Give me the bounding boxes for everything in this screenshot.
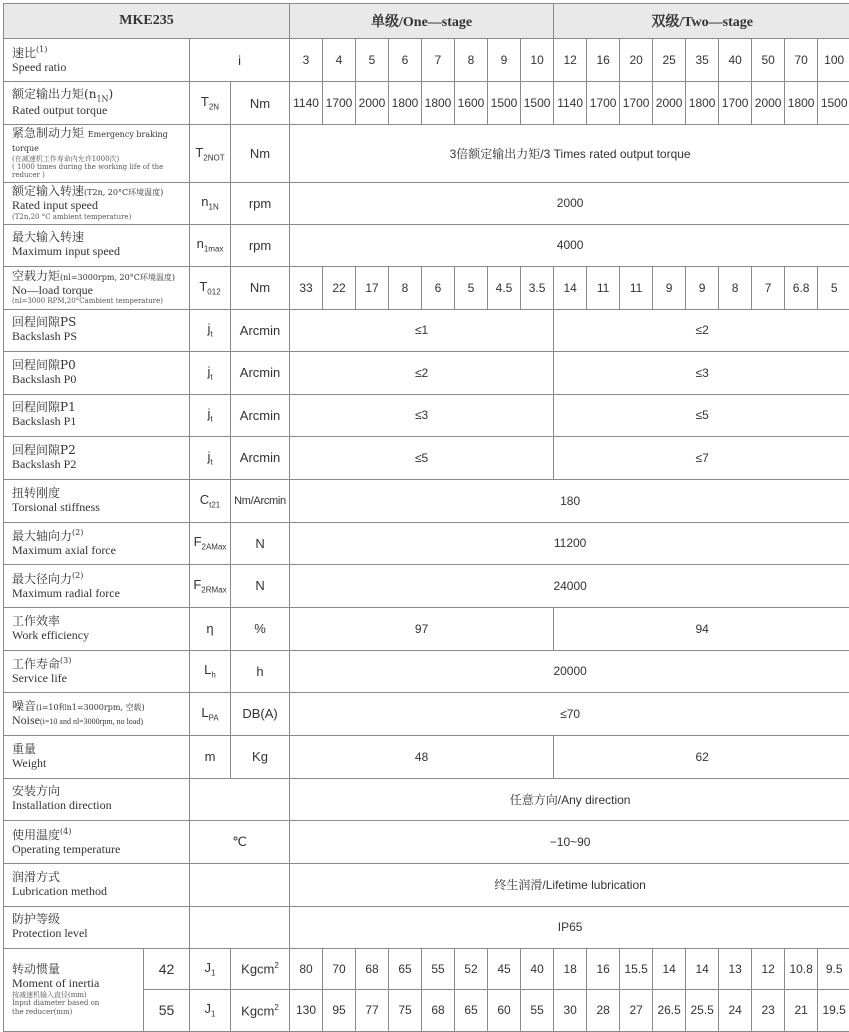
weight-one-stage: 48 (290, 735, 554, 778)
ratio-value: 9 (488, 39, 521, 82)
inertia-value: 19.5 (818, 989, 849, 1031)
param-label: 防护等级 Protection level (4, 906, 190, 948)
torque-value: 1800 (686, 82, 719, 125)
torque-value: 1500 (488, 82, 521, 125)
noload-value: 5 (455, 266, 488, 309)
inertia-value: 14 (686, 948, 719, 989)
inertia-value: 10.8 (785, 948, 818, 989)
inertia-value: 23 (752, 989, 785, 1031)
unit: Arcmin (231, 351, 290, 394)
unit: N (231, 522, 290, 564)
symbol: $j_t$ (190, 394, 231, 436)
row-rated-torque (4, 82, 849, 125)
noload-value: 33 (290, 266, 323, 309)
backslash-one-stage: ≤2 (290, 351, 554, 394)
torque-value: 1700 (587, 82, 620, 125)
unit: Nm/Arcmin (231, 479, 290, 522)
param-label: 回程间隙P2 Backslash P2 (4, 436, 190, 479)
inertia-value: 40 (521, 948, 554, 989)
inertia-value: 45 (488, 948, 521, 989)
symbol: $L_h$ (190, 650, 231, 692)
inertia-value: 12 (752, 948, 785, 989)
inertia-value: 130 (290, 989, 323, 1031)
symbol: m (190, 735, 231, 778)
efficiency-two-stage: 94 (554, 607, 849, 650)
param-label: 最大径向力$^{(2)}$ Maximum radial force (4, 564, 190, 607)
inertia-value: 27 (620, 989, 653, 1031)
row-weight (4, 735, 849, 778)
row-rated-input-speed (4, 182, 849, 224)
symbol: $j_t$ (190, 436, 231, 479)
param-label: 工作效率 Work efficiency (4, 607, 190, 650)
symbol: i (190, 39, 290, 82)
row-speed-ratio (4, 39, 849, 82)
symbol: $n_{1max}$ (190, 224, 231, 266)
unit: Nm (231, 82, 290, 125)
symbol: $j_t$ (190, 351, 231, 394)
ratio-value: 12 (554, 39, 587, 82)
symbol: $J_1$ (190, 948, 231, 989)
torque-value: 1140 (290, 82, 323, 125)
inertia-value: 55 (422, 948, 455, 989)
unit: Nm (231, 125, 290, 183)
backslash-one-stage: ≤5 (290, 436, 554, 479)
noload-value: 9 (653, 266, 686, 309)
torque-value: 2000 (653, 82, 686, 125)
inertia-value: 95 (323, 989, 356, 1031)
torque-value: 1800 (422, 82, 455, 125)
unit: Kg (231, 735, 290, 778)
param-label: 空载力矩(nl=3000rpm, 20°C环境温度) No—load torque (nl=3000 RPM,20°Cambient temperature) (4, 266, 190, 309)
row-lubrication (4, 863, 849, 906)
noload-value: 17 (356, 266, 389, 309)
header-row (4, 4, 849, 39)
backslash-two-stage: ≤2 (554, 309, 849, 351)
unit: DB(A) (231, 692, 290, 735)
backslash-two-stage: ≤7 (554, 436, 849, 479)
symbol: $T_{2NOT}$ (190, 125, 231, 183)
symbol: $F_{2RMax}$ (190, 564, 231, 607)
inertia-value: 9.5 (818, 948, 849, 989)
inertia-value: 13 (719, 948, 752, 989)
ratio-value: 100 (818, 39, 849, 82)
torque-value: 1600 (455, 82, 488, 125)
weight-two-stage: 62 (554, 735, 849, 778)
inertia-value: 24 (719, 989, 752, 1031)
efficiency-one-stage: 97 (290, 607, 554, 650)
noload-value: 8 (389, 266, 422, 309)
param-label: 重量 Weight (4, 735, 190, 778)
input-diameter: 55 (144, 989, 190, 1031)
inertia-value: 65 (389, 948, 422, 989)
row-backslash-ps (4, 309, 849, 351)
inertia-value: 52 (455, 948, 488, 989)
noload-value: 5 (818, 266, 849, 309)
ratio-value: 40 (719, 39, 752, 82)
inertia-value: 28 (587, 989, 620, 1031)
inertia-value: 77 (356, 989, 389, 1031)
inertia-value: 30 (554, 989, 587, 1031)
ratio-value: 8 (455, 39, 488, 82)
unit: rpm (231, 224, 290, 266)
empty-cell (190, 778, 290, 820)
noload-value: 11 (587, 266, 620, 309)
torque-value: 1700 (719, 82, 752, 125)
protection-value: IP65 (290, 906, 849, 948)
emergency-value: 3倍额定输出力矩/3 Times rated output torque (290, 125, 849, 183)
ratio-value: 10 (521, 39, 554, 82)
inertia-value: 75 (389, 989, 422, 1031)
row-protection-level (4, 906, 849, 948)
param-label: 回程间隙P0 Backslash P0 (4, 351, 190, 394)
ratio-value: 7 (422, 39, 455, 82)
unit: N (231, 564, 290, 607)
param-label: 噪音(i=10和n1=3000rpm, 空载) Noise(i=10 and nl=3000rpm, no load) (4, 692, 190, 735)
ratio-value: 70 (785, 39, 818, 82)
param-label: 转动惯量 Moment of inertia 按减速机输入直径(mm) Input diameter based on the reducer(mm) (4, 948, 144, 1031)
spec-table (3, 3, 849, 1032)
symbol: $C_{t21}$ (190, 479, 231, 522)
row-service-life (4, 650, 849, 692)
install-value: 任意方向/Any direction (290, 778, 849, 820)
noload-value: 6.8 (785, 266, 818, 309)
model-name: MKE235 (4, 4, 290, 39)
noload-value: 14 (554, 266, 587, 309)
inertia-value: 14 (653, 948, 686, 989)
ratio-value: 35 (686, 39, 719, 82)
row-torsional-stiffness (4, 479, 849, 522)
ratio-value: 20 (620, 39, 653, 82)
param-label: 工作寿命$^{(3)}$ Service life (4, 650, 190, 692)
inertia-value: 68 (356, 948, 389, 989)
empty-cell (190, 906, 290, 948)
row-backslash-p2 (4, 436, 849, 479)
unit: Kgcm$^2$ (231, 989, 290, 1031)
unit: Arcmin (231, 436, 290, 479)
param-label: 润滑方式 Lubrication method (4, 863, 190, 906)
empty-cell (190, 863, 290, 906)
stiffness-value: 180 (290, 479, 849, 522)
temperature-value: −10~90 (290, 820, 849, 863)
row-backslash-p0 (4, 351, 849, 394)
ratio-value: 16 (587, 39, 620, 82)
row-max-axial-force (4, 522, 849, 564)
backslash-two-stage: ≤3 (554, 351, 849, 394)
inertia-value: 18 (554, 948, 587, 989)
torque-value: 2000 (356, 82, 389, 125)
inertia-value: 68 (422, 989, 455, 1031)
max-speed-value: 4000 (290, 224, 849, 266)
unit: Kgcm$^2$ (231, 948, 290, 989)
symbol: $J_1$ (190, 989, 231, 1031)
inertia-value: 60 (488, 989, 521, 1031)
inertia-value: 70 (323, 948, 356, 989)
noload-value: 7 (752, 266, 785, 309)
row-installation-direction (4, 778, 849, 820)
row-noise (4, 692, 849, 735)
row-emergency-torque (4, 125, 849, 183)
unit: h (231, 650, 290, 692)
inertia-value: 80 (290, 948, 323, 989)
torque-value: 1500 (521, 82, 554, 125)
unit: Arcmin (231, 309, 290, 351)
unit: % (231, 607, 290, 650)
symbol: $n_{1N}$ (190, 182, 231, 224)
torque-value: 1140 (554, 82, 587, 125)
lubrication-value: 终生润滑/Lifetime lubrication (290, 863, 849, 906)
backslash-one-stage: ≤1 (290, 309, 554, 351)
symbol: $T_{012}$ (190, 266, 231, 309)
torque-value: 1700 (323, 82, 356, 125)
inertia-value: 21 (785, 989, 818, 1031)
ratio-value: 25 (653, 39, 686, 82)
param-label: 额定输入转速(T2n, 20°C环境温度) Rated input speed (T2n,20 °C ambient temperature) (4, 182, 190, 224)
inertia-value: 26.5 (653, 989, 686, 1031)
param-label: 额定输出力矩$(n_{1N})$ Rated output torque (4, 82, 190, 125)
two-stage-header: 双级/Two—stage (554, 4, 849, 39)
noload-value: 11 (620, 266, 653, 309)
radial-force-value: 24000 (290, 564, 849, 607)
symbol: $T_{2N}$ (190, 82, 231, 125)
noload-value: 4.5 (488, 266, 521, 309)
param-label: 最大轴向力$^{(2)}$ Maximum axial force (4, 522, 190, 564)
row-max-radial-force (4, 564, 849, 607)
symbol: $F_{2AMax}$ (190, 522, 231, 564)
torque-value: 1800 (785, 82, 818, 125)
unit: Arcmin (231, 394, 290, 436)
param-label: 回程间隙P1 Backslash P1 (4, 394, 190, 436)
ratio-value: 4 (323, 39, 356, 82)
row-inertia-42 (4, 948, 849, 989)
param-label: 扭转刚度 Torsional stiffness (4, 479, 190, 522)
service-life-value: 20000 (290, 650, 849, 692)
one-stage-header: 单级/One—stage (290, 4, 554, 39)
backslash-one-stage: ≤3 (290, 394, 554, 436)
symbol: η (190, 607, 231, 650)
ratio-value: 50 (752, 39, 785, 82)
inertia-value: 65 (455, 989, 488, 1031)
torque-value: 2000 (752, 82, 785, 125)
row-max-input-speed (4, 224, 849, 266)
unit: Nm (231, 266, 290, 309)
torque-value: 1500 (818, 82, 849, 125)
noload-value: 22 (323, 266, 356, 309)
symbol: $L_{PA}$ (190, 692, 231, 735)
noload-value: 6 (422, 266, 455, 309)
param-label: 使用温度$^{(4)}$ Operating temperature (4, 820, 190, 863)
ratio-value: 6 (389, 39, 422, 82)
ratio-value: 3 (290, 39, 323, 82)
unit: ℃ (190, 820, 290, 863)
symbol: $j_t$ (190, 309, 231, 351)
unit: rpm (231, 182, 290, 224)
torque-value: 1700 (620, 82, 653, 125)
param-label: 安装方向 Installation direction (4, 778, 190, 820)
input-speed-value: 2000 (290, 182, 849, 224)
backslash-two-stage: ≤5 (554, 394, 849, 436)
param-label: 速比$^{(1)}$ Speed ratio (4, 39, 190, 82)
inertia-value: 16 (587, 948, 620, 989)
noload-value: 9 (686, 266, 719, 309)
torque-value: 1800 (389, 82, 422, 125)
inertia-value: 15.5 (620, 948, 653, 989)
param-label: 紧急制动力矩 Emergency braking torque (在减速机工作寿命内允许1000次) ( 1000 times during the working life of the reducer ) (4, 125, 190, 183)
axial-force-value: 11200 (290, 522, 849, 564)
row-backslash-p1 (4, 394, 849, 436)
row-no-load-torque (4, 266, 849, 309)
row-work-efficiency (4, 607, 849, 650)
noload-value: 8 (719, 266, 752, 309)
param-label: 回程间隙PS Backslash PS (4, 309, 190, 351)
param-label: 最大输入转速 Maximum input speed (4, 224, 190, 266)
inertia-value: 55 (521, 989, 554, 1031)
input-diameter: 42 (144, 948, 190, 989)
ratio-value: 5 (356, 39, 389, 82)
row-operating-temperature (4, 820, 849, 863)
noise-value: ≤70 (290, 692, 849, 735)
inertia-value: 25.5 (686, 989, 719, 1031)
noload-value: 3.5 (521, 266, 554, 309)
